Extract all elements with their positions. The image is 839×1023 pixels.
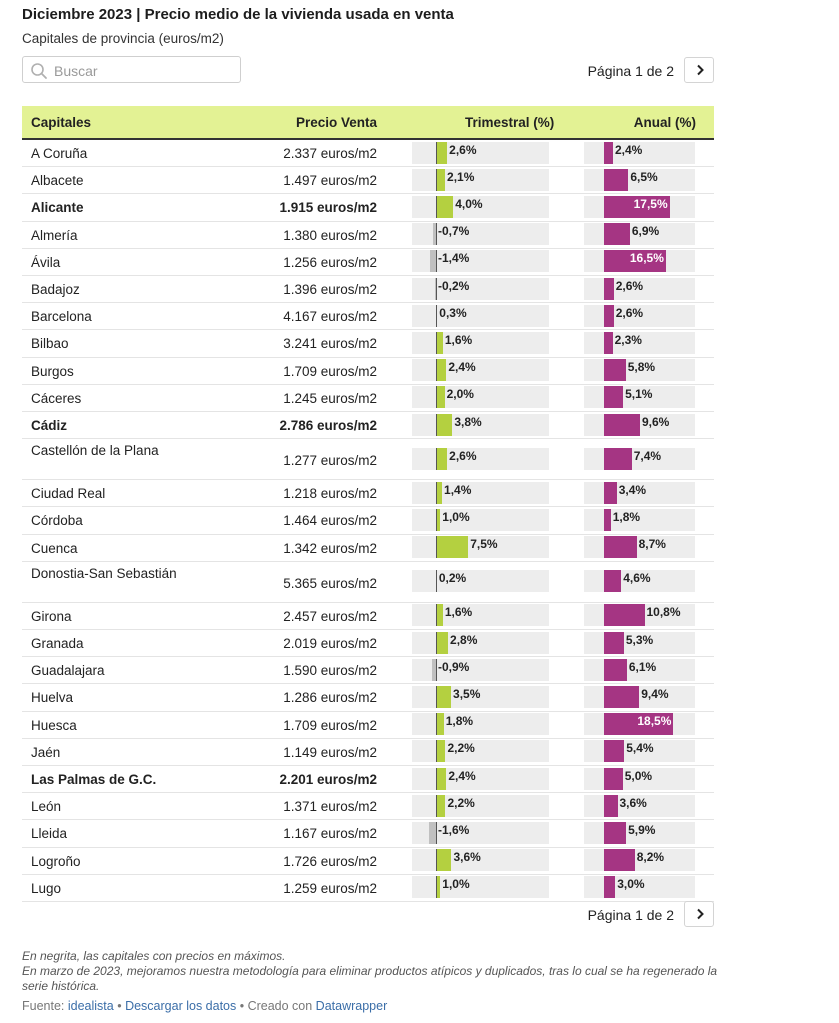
capital-name: Córdoba [31, 513, 83, 529]
anual-label: 10,8% [646, 605, 681, 620]
trimestral-track [412, 142, 549, 164]
trimestral-label: 2,6% [449, 142, 477, 157]
price-value: 1.245 euros/m2 [283, 390, 377, 406]
footnote-bold: En negrita, las capitales con precios en máximos. [22, 949, 286, 963]
anual-bar [604, 332, 613, 354]
anual-track [584, 686, 695, 708]
table-row [22, 303, 714, 330]
column-header-capitales[interactable]: Capitales [31, 115, 92, 130]
trimestral-track [412, 570, 549, 592]
price-value: 2.337 euros/m2 [283, 146, 377, 161]
trimestral-track [412, 509, 549, 531]
trimestral-bar [436, 713, 444, 735]
trimestral-zero-line [436, 849, 437, 871]
trimestral-label: -0,7% [438, 224, 470, 239]
trimestral-bar [436, 386, 445, 408]
trimestral-zero-line [436, 822, 437, 844]
capital-name: Alicante [31, 200, 84, 216]
capital-name: Ciudad Real [31, 486, 106, 502]
trimestral-zero-line [436, 509, 437, 531]
price-value: 2.786 euros/m2 [279, 418, 377, 433]
price-value: 1.149 euros/m2 [283, 744, 377, 760]
price-value: 1.726 euros/m2 [283, 853, 377, 869]
trimestral-bar [436, 849, 451, 871]
next-page-button[interactable] [684, 57, 714, 83]
trimestral-zero-line [436, 604, 437, 626]
chevron-right-icon [694, 64, 706, 76]
trimestral-zero-line [436, 414, 437, 436]
search-icon [30, 62, 48, 80]
price-value: 1.464 euros/m2 [283, 513, 377, 529]
anual-label: 3,6% [619, 795, 647, 810]
search-input[interactable] [52, 60, 236, 81]
capital-name: Cuenca [31, 540, 78, 556]
table-row [22, 167, 714, 194]
anual-bar [604, 686, 639, 708]
capital-name: León [31, 799, 62, 815]
price-value: 5.365 euros/m2 [283, 575, 377, 591]
price-value: 2.019 euros/m2 [283, 636, 377, 651]
trimestral-bar [436, 632, 448, 654]
anual-label: 16,5% [629, 251, 664, 266]
table-row [22, 657, 714, 684]
anual-label: 3,0% [617, 877, 645, 892]
table-row [22, 603, 714, 630]
anual-label: 3,4% [618, 482, 647, 497]
table-row [22, 875, 714, 902]
trimestral-track [412, 359, 549, 381]
trimestral-zero-line [436, 740, 437, 762]
anual-bar [604, 876, 615, 898]
anual-bar [604, 740, 624, 762]
price-value: 4.167 euros/m2 [283, 309, 377, 325]
trimestral-label: 1,8% [445, 714, 474, 729]
price-value: 1.396 euros/m2 [283, 282, 377, 297]
table-row [22, 222, 714, 249]
trimestral-bar [436, 768, 446, 790]
anual-bar [604, 768, 623, 790]
capital-name: Girona [31, 608, 72, 624]
table-row [22, 684, 714, 711]
capital-name: Barcelona [31, 309, 92, 325]
trimestral-label: 0,2% [438, 571, 467, 586]
price-value: 1.380 euros/m2 [283, 227, 377, 243]
table-row [22, 439, 714, 480]
anual-bar [604, 849, 635, 871]
capital-name: A Coruña [31, 146, 88, 161]
trimestral-zero-line [436, 536, 437, 558]
trimestral-bar [436, 536, 468, 558]
trimestral-bar [436, 604, 443, 626]
trimestral-label: 2,0% [446, 387, 474, 402]
capital-name: Jaén [31, 744, 61, 760]
trimestral-track [412, 740, 549, 762]
anual-label: 2,3% [614, 332, 642, 347]
trimestral-bar [436, 332, 443, 354]
trimestral-label: 1,6% [444, 605, 473, 620]
price-value: 1.218 euros/m2 [283, 486, 377, 502]
price-value: 1.709 euros/m2 [283, 363, 377, 379]
trimestral-track [412, 876, 549, 898]
source-line [22, 999, 387, 1013]
trimestral-label: -0,2% [438, 278, 470, 293]
trimestral-zero-line [436, 570, 437, 592]
price-value: 1.277 euros/m2 [283, 453, 377, 469]
anual-bar [604, 536, 637, 558]
trimestral-bar [436, 196, 453, 218]
capital-name: Guadalajara [31, 663, 105, 679]
price-value: 1.590 euros/m2 [283, 663, 377, 679]
table-row [22, 330, 714, 357]
anual-label: 9,4% [641, 686, 669, 701]
anual-bar [604, 795, 618, 817]
trimestral-label: 1,0% [442, 509, 470, 524]
trimestral-bar [436, 169, 445, 191]
footnotes [22, 949, 722, 994]
table-row [22, 480, 714, 507]
trimestral-track [412, 448, 549, 470]
anual-label: 5,1% [625, 387, 653, 402]
capital-name: Badajoz [31, 282, 80, 297]
anual-label: 2,6% [615, 278, 644, 293]
anual-label: 2,4% [615, 142, 643, 157]
trimestral-bar [436, 795, 445, 817]
trimestral-zero-line [436, 278, 437, 300]
trimestral-label: 2,2% [447, 795, 475, 810]
anual-label: 9,6% [642, 414, 670, 429]
table-row [22, 412, 714, 439]
table-row [22, 385, 714, 412]
column-header-precio[interactable]: Precio Venta [295, 115, 377, 130]
trimestral-label: 1,6% [444, 332, 473, 347]
source-link[interactable]: idealista [67, 999, 114, 1013]
anual-label: 5,0% [624, 768, 653, 783]
trimestral-track [412, 482, 549, 504]
trimestral-zero-line [436, 876, 437, 898]
trimestral-track [412, 169, 549, 191]
anual-bar [604, 386, 623, 408]
price-value: 2.201 euros/m2 [279, 772, 377, 787]
table-row [22, 766, 714, 793]
price-value: 1.915 euros/m2 [279, 200, 377, 216]
price-value: 1.167 euros/m2 [283, 826, 377, 842]
trimestral-label: -0,9% [438, 659, 470, 674]
table-row [22, 194, 714, 221]
chart-subtitle: Capitales de provincia (euros/m2) [22, 31, 224, 46]
trimestral-bar [436, 686, 451, 708]
price-value: 1.256 euros/m2 [283, 254, 377, 270]
capital-name: Las Palmas de G.C. [31, 772, 157, 787]
trimestral-zero-line [436, 169, 437, 191]
capital-name: Albacete [31, 173, 84, 189]
trimestral-zero-line [436, 795, 437, 817]
chart-title: Diciembre 2023 | Precio medio de la vivienda usada en venta [22, 6, 454, 23]
trimestral-label: 3,8% [454, 414, 482, 429]
price-value: 3.241 euros/m2 [283, 336, 377, 352]
table-row [22, 140, 714, 167]
trimestral-label: -1,4% [438, 251, 470, 266]
separator: • Creado con [236, 999, 316, 1013]
trimestral-label: 7,5% [470, 537, 498, 552]
capital-name: Cádiz [31, 418, 68, 433]
page-indicator: Página 1 de 2 [587, 63, 674, 79]
table-row [22, 630, 714, 657]
anual-bar [604, 359, 626, 381]
price-value: 1.709 euros/m2 [283, 717, 377, 733]
table-row [22, 739, 714, 766]
trimestral-track [412, 386, 549, 408]
anual-label: 8,7% [638, 537, 666, 552]
table-row [22, 793, 714, 820]
capital-name: Huesca [31, 717, 77, 733]
datawrapper-link[interactable]: Datawrapper [315, 999, 388, 1013]
anual-label: 8,2% [636, 850, 665, 865]
chevron-right-icon [694, 908, 706, 920]
trimestral-label: 2,8% [450, 632, 478, 647]
trimestral-zero-line [436, 196, 437, 218]
trimestral-bar [436, 142, 447, 164]
trimestral-label: 1,0% [442, 877, 470, 892]
price-value: 1.286 euros/m2 [283, 690, 377, 706]
anual-bar [604, 604, 645, 626]
search-box[interactable] [22, 56, 241, 83]
anual-bar [604, 632, 624, 654]
separator: • [113, 999, 126, 1013]
anual-bar [604, 570, 621, 592]
trimestral-track [412, 768, 549, 790]
anual-bar [604, 448, 632, 470]
capital-name: Castellón de la Plana [31, 443, 159, 459]
trimestral-bar [436, 740, 445, 762]
trimestral-label: 2,2% [447, 741, 475, 756]
trimestral-bar [429, 822, 436, 844]
footnote-methodology: En marzo de 2023, mejoramos nuestra metodología para eliminar productos atípicos y duplicados, tras lo cual se ha regenerado la serie histórica. [22, 964, 718, 993]
anual-bar [604, 482, 617, 504]
trimestral-zero-line [436, 482, 437, 504]
trimestral-track [412, 713, 549, 735]
anual-label: 17,5% [633, 196, 668, 211]
trimestral-zero-line [436, 686, 437, 708]
trimestral-bar [436, 414, 452, 436]
anual-label: 5,3% [625, 632, 654, 647]
anual-label: 5,8% [627, 360, 656, 375]
anual-label: 18,5% [637, 714, 672, 729]
capital-name: Logroño [31, 853, 81, 869]
anual-bar [604, 305, 614, 327]
trimestral-label: 0,3% [439, 305, 467, 320]
capital-name: Lugo [31, 880, 62, 896]
trimestral-zero-line [436, 659, 437, 681]
anual-label: 2,6% [615, 305, 644, 320]
table-row [22, 562, 714, 603]
price-value: 1.497 euros/m2 [283, 173, 377, 189]
table-row [22, 507, 714, 534]
trimestral-zero-line [436, 359, 437, 381]
anual-bar [604, 278, 614, 300]
capital-name: Granada [31, 636, 84, 651]
trimestral-bar [436, 359, 446, 381]
table-row [22, 820, 714, 847]
trimestral-zero-line [436, 305, 437, 327]
price-value: 1.371 euros/m2 [283, 799, 377, 815]
trimestral-label: -1,6% [438, 822, 470, 837]
pagination-top [500, 57, 714, 83]
anual-bar [604, 169, 628, 191]
anual-label: 1,8% [612, 509, 641, 524]
anual-label: 6,9% [631, 224, 660, 239]
trimestral-zero-line [436, 632, 437, 654]
anual-label: 5,9% [628, 822, 656, 837]
price-value: 2.457 euros/m2 [283, 608, 377, 624]
anual-bar [604, 142, 613, 164]
trimestral-label: 2,6% [449, 448, 477, 463]
table-header [22, 106, 714, 140]
anual-label: 5,4% [626, 741, 654, 756]
table-row [22, 249, 714, 276]
trimestral-track [412, 305, 549, 327]
anual-label: 6,5% [630, 169, 658, 184]
trimestral-track [412, 795, 549, 817]
trimestral-track [412, 278, 549, 300]
trimestral-zero-line [436, 448, 437, 470]
page-indicator: Página 1 de 2 [587, 907, 674, 923]
trimestral-track [412, 632, 549, 654]
capital-name: Almería [31, 227, 78, 243]
trimestral-track [412, 686, 549, 708]
trimestral-label: 3,6% [453, 850, 481, 865]
trimestral-label: 1,4% [444, 482, 472, 497]
capital-name: Lleida [31, 826, 68, 842]
trimestral-zero-line [436, 768, 437, 790]
capital-name: Burgos [31, 363, 74, 379]
anual-label: 4,6% [623, 571, 651, 586]
trimestral-label: 4,0% [455, 196, 483, 211]
anual-bar [604, 223, 630, 245]
capital-name: Cáceres [31, 390, 82, 406]
column-header-trimestral[interactable]: Trimestral (%) [465, 115, 555, 130]
trimestral-track [412, 604, 549, 626]
download-data-link[interactable]: Descargar los datos [125, 999, 237, 1013]
trimestral-track [412, 332, 549, 354]
trimestral-zero-line [436, 713, 437, 735]
pagination-bottom [500, 901, 714, 927]
anual-bar [604, 414, 640, 436]
trimestral-label: 2,1% [447, 169, 475, 184]
price-value: 1.342 euros/m2 [283, 540, 377, 556]
anual-bar [604, 659, 627, 681]
trimestral-label: 2,4% [448, 768, 476, 783]
capital-name: Ávila [31, 254, 61, 270]
trimestral-zero-line [436, 250, 437, 272]
trimestral-zero-line [436, 332, 437, 354]
price-value: 1.259 euros/m2 [283, 880, 377, 896]
source-prefix: Fuente: [22, 999, 68, 1013]
table-row [22, 358, 714, 385]
capital-name: Huelva [31, 690, 74, 706]
capital-name: Donostia-San Sebastián [31, 565, 177, 581]
trimestral-label: 2,4% [448, 360, 476, 375]
capital-name: Bilbao [31, 336, 69, 352]
trimestral-zero-line [436, 386, 437, 408]
table-row [22, 848, 714, 875]
anual-bar [604, 509, 611, 531]
trimestral-zero-line [436, 223, 437, 245]
anual-bar [604, 822, 626, 844]
table-row [22, 276, 714, 303]
trimestral-label: 3,5% [453, 686, 481, 701]
table-row [22, 535, 714, 562]
anual-label: 6,1% [628, 659, 657, 674]
trimestral-bar [436, 448, 447, 470]
trimestral-zero-line [436, 142, 437, 164]
next-page-button[interactable] [684, 901, 714, 927]
table-row [22, 712, 714, 739]
column-header-anual[interactable]: Anual (%) [633, 115, 696, 130]
anual-label: 7,4% [633, 448, 662, 463]
